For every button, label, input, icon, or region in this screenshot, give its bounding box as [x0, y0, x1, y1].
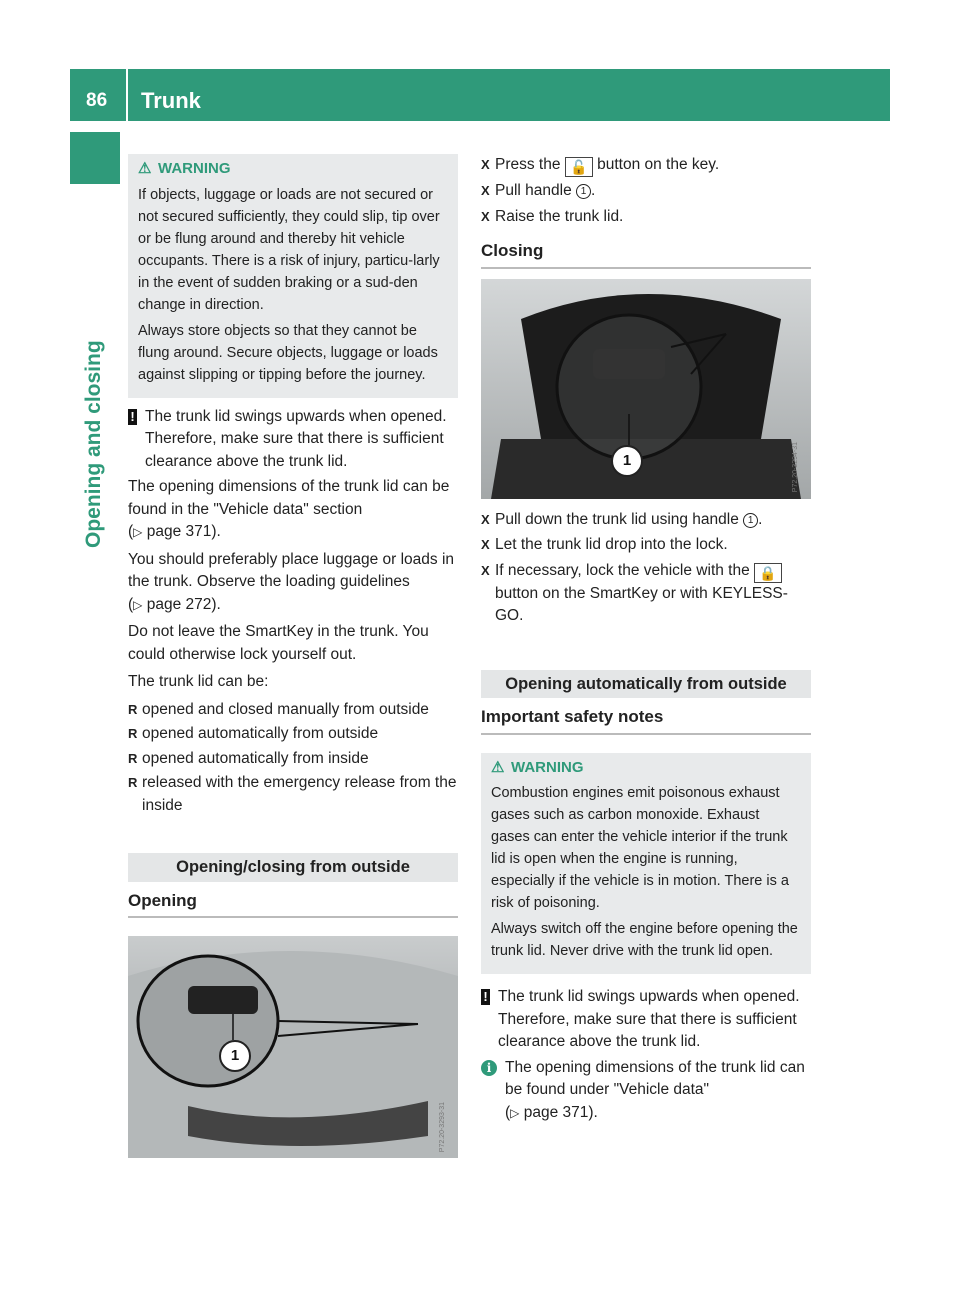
page-number: 86	[86, 90, 108, 111]
warning-text: Always switch off the engine before opening the trunk lid. Never drive with the trunk lid open.	[491, 921, 798, 959]
section-heading: Opening automatically from outside	[481, 670, 811, 699]
subheading: Closing	[481, 240, 811, 269]
header-divider	[126, 69, 128, 121]
info-icon: i	[481, 1060, 497, 1076]
list-item: R released with the emergency release from the inside	[128, 774, 457, 814]
bullet-icon: R	[128, 701, 138, 717]
arrow-step-icon: X	[481, 183, 490, 198]
warning-text: Always store objects so that they cannot be flung around. Secure objects, luggage or loads against slipping or tipping before the journey.	[138, 322, 438, 383]
paragraph: Do not leave the SmartKey in the trunk. You could otherwise lock yourself out.	[128, 623, 429, 663]
step-item: X Press the 🔓 button on the key.	[481, 156, 720, 175]
warning-box: ⚠ WARNING If objects, luggage or loads are not secured or not secured sufficiently, they could slip, tip over or be flung around and thereby hit vehicle occupants. There is a risk of injury, particu-larly in the event of sudden braking or a sud-den change in direction. Always store objects so that they cannot be flung around. Secure objects, luggage or loads against slipping or tipping before the journey.	[128, 154, 458, 398]
callout-ref: 1	[576, 184, 591, 199]
paragraph: The opening dimensions of the trunk lid can be found in the "Vehicle data" section (▷ page 371).	[128, 478, 450, 540]
exclamation-icon: !	[128, 409, 137, 425]
notice-item: ! The trunk lid swings upwards when opened. Therefore, make sure that there is sufficient clearance above the trunk lid.	[128, 406, 458, 474]
arrow-step-icon: X	[481, 157, 490, 172]
page-link[interactable]: page 272).	[146, 595, 221, 613]
warning-text: If objects, luggage or loads are not secured or not secured sufficiently, they could slip, tip over or be flung around and thereby hit vehicle occupants. There is a risk of injury, particu-larly in the event of sudden braking or a sud-den change in direction.	[138, 186, 440, 313]
warning-triangle-icon: ⚠	[491, 758, 505, 776]
section-heading: Opening/closing from outside	[128, 853, 458, 882]
callout-ref: 1	[743, 513, 758, 528]
step-item: X Let the trunk lid drop into the lock.	[481, 534, 811, 557]
subheading: Opening	[128, 890, 458, 919]
arrow-step-icon: X	[481, 208, 490, 224]
paragraph: The trunk lid can be:	[128, 673, 269, 690]
arrow-step-icon: X	[481, 537, 490, 552]
page-title: Trunk	[141, 88, 201, 113]
car-rear-illustration	[128, 936, 458, 1158]
bullet-icon: R	[128, 726, 138, 741]
step-item: X Pull handle 1 .	[481, 180, 811, 203]
arrow-step-icon: X	[481, 562, 490, 578]
warning-triangle-icon: ⚠	[138, 160, 152, 177]
trunk-close-photo	[481, 279, 811, 499]
callout-marker: 1	[219, 1040, 251, 1072]
arrow-step-icon: X	[481, 511, 490, 527]
list-item: R opened and closed manually from outside	[128, 699, 458, 722]
right-column	[481, 154, 811, 1127]
list-item: R opened automatically from outside	[128, 723, 458, 746]
exclamation-icon: !	[481, 989, 490, 1005]
callout-marker: 1	[611, 445, 643, 477]
side-tab-block	[70, 132, 120, 184]
unlock-key-icon: 🔓	[565, 157, 593, 177]
subheading: Important safety notes	[481, 706, 811, 735]
bullet-icon: R	[128, 775, 138, 790]
trunk-open-photo	[128, 936, 458, 1158]
list-item: R opened automatically from inside	[128, 748, 458, 771]
step-item: X Raise the trunk lid.	[481, 206, 811, 229]
page-link[interactable]: page 371).	[523, 1103, 598, 1121]
page-ref-arrow-icon: ▷	[133, 525, 143, 539]
bullet-icon: R	[128, 750, 138, 766]
info-item: i The opening dimensions of the trunk lid can be found under "Vehicle data" (▷ page 371).	[481, 1057, 811, 1125]
paragraph: You should preferably place luggage or loads in the trunk. Observe the loading guidelines (▷ page 272).	[128, 550, 455, 613]
page-ref-arrow-icon: ▷	[510, 1105, 520, 1120]
notice-item: ! The trunk lid swings upwards when opened. Therefore, make sure that there is sufficient clearance above the trunk lid.	[481, 986, 811, 1054]
photo-code: P72.20-3294-31	[791, 442, 799, 493]
left-column	[128, 154, 458, 1158]
step-item: X Pull down the trunk lid using handle 1 .	[481, 509, 811, 532]
page-link[interactable]: page 371).	[146, 523, 221, 540]
lock-key-icon: 🔒	[754, 563, 782, 583]
step-item: X If necessary, lock the vehicle with the 🔒 button on the SmartKey or with KEYLESS-GO.	[481, 561, 788, 624]
warning-text: Combustion engines emit poisonous exhaust gases such as carbon monoxide. Exhaust gases can enter the vehicle interior if the trunk lid is open when the engine is running, especially if the vehicle is in motion. There is a risk of poisoning.	[491, 785, 789, 911]
warning-box: ⚠ WARNING Combustion engines emit poisonous exhaust gases such as carbon monoxide. Exhaust gases can enter the vehicle interior if the trunk lid is open when the engine is running, especially if the vehicle is in motion. There is a risk of poisoning. Always switch off the engine before opening the trunk lid. Never drive with the trunk lid open.	[481, 753, 811, 975]
page-ref-arrow-icon: ▷	[133, 597, 143, 612]
side-tab-label: Opening and closing	[82, 340, 105, 548]
open-trunk-illustration	[481, 279, 811, 499]
photo-code: P72.20-3293-31	[438, 1101, 446, 1152]
